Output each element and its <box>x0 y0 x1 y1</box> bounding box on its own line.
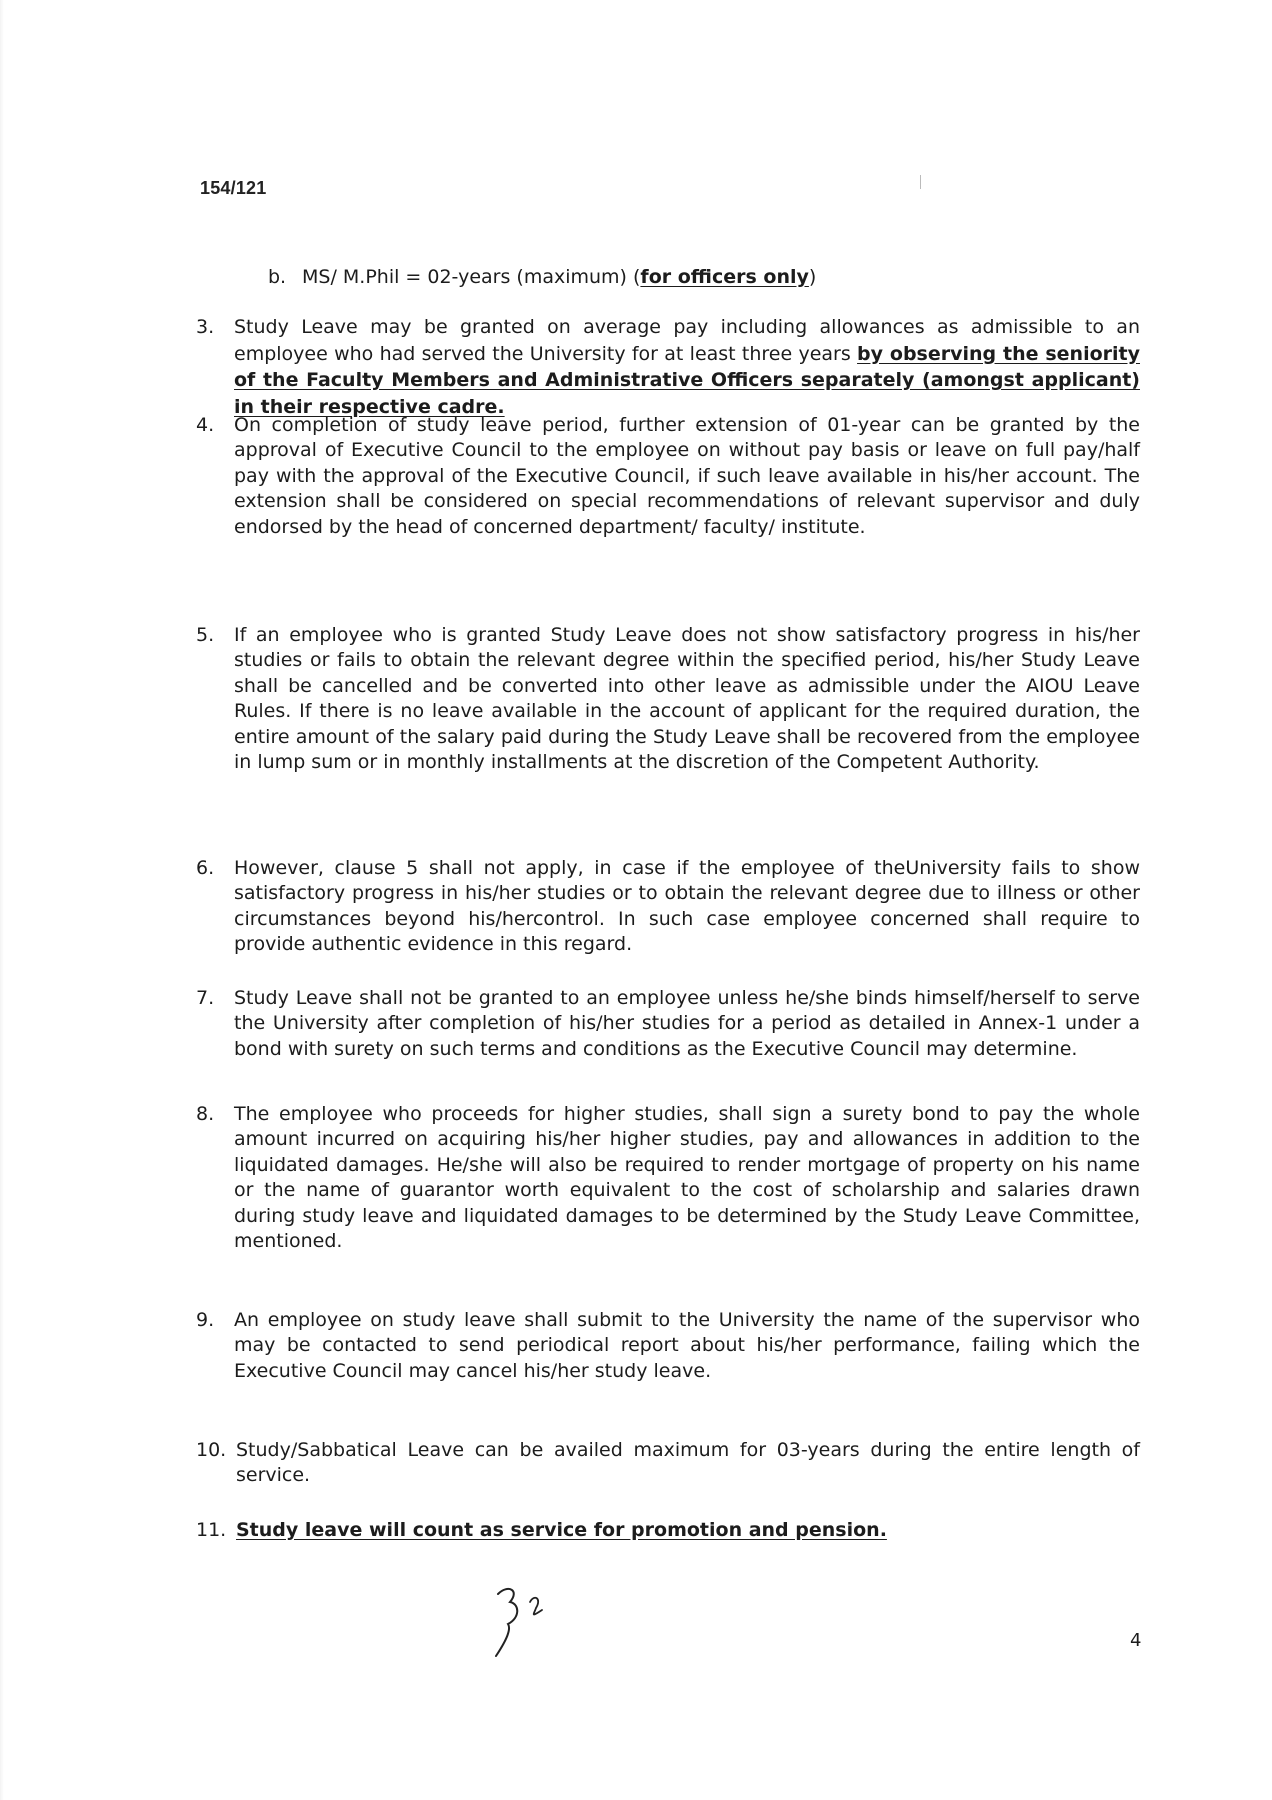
clause-text <box>234 314 1140 420</box>
clause-text: If an employee who is granted Study Leave does not show satisfactory progress in his/her studies or fails to obtain the relevant degree within the specified period, his/her Study Leave shall be cancelled and be converted into other leave as admissible under the AIOU Leave Rules. If there is no leave available in the account of applicant for the required duration, the entire amount of the salary paid during the Study Leave shall be recovered from the employee in lump sum or in monthly installments at the discretion of the Competent Authority. <box>234 624 1140 774</box>
clause-number: 4. <box>196 414 215 436</box>
clause-number: 10. <box>196 1439 227 1461</box>
scan-artifact <box>920 175 921 189</box>
clause-number: 7. <box>196 987 215 1009</box>
clause-text: An employee on study leave shall submit to the University the name of the supervisor who may be contacted to send periodical report about his/her performance, failing which the Executive Council may cancel his/her study leave. <box>234 1309 1140 1382</box>
handwritten-annotation-icon <box>490 1580 560 1660</box>
sub-item-b <box>268 264 816 290</box>
clause-body: Study Leave may be granted on average pay including allowances as admissible to an employee who had served the University for at least three years <box>234 316 1140 365</box>
clause-number: 6. <box>196 857 215 879</box>
clause-8 <box>196 1102 1140 1254</box>
clause-number: 5. <box>196 624 215 646</box>
clause-number: 3. <box>196 316 215 338</box>
page-edge <box>0 0 4 1800</box>
clause-9 <box>196 1308 1140 1384</box>
clause-text: Study Leave shall not be granted to an employee unless he/she binds himself/herself to serve the University after completion of his/her studies for a period as detailed in Annex-1 under a bond with surety on such terms and conditions as the Executive Council may determine. <box>234 987 1140 1060</box>
clause-11 <box>196 1518 1140 1543</box>
clause-3 <box>196 314 1140 420</box>
sub-item-text: MS/ M.Phil = 02-years (maximum) ( <box>302 266 641 288</box>
clause-number: 9. <box>196 1309 215 1331</box>
clause-10 <box>196 1438 1140 1489</box>
clause-5 <box>196 623 1140 775</box>
clause-6 <box>196 856 1140 958</box>
clause-text: The employee who proceeds for higher studies, shall sign a surety bond to pay the whole amount incurred on acquiring his/her higher studies, pay and allowances in addition to the liquidated damages. He/she will also be required to render mortgage of property on his name or the name of guarantor worth equivalent to the cost of scholarship and salaries drawn during study leave and liquidated damages to be determined by the Study Leave Committee, mentioned. <box>234 1103 1140 1253</box>
sub-item-label: b. <box>268 266 287 288</box>
clause-4 <box>196 413 1140 540</box>
sub-item-closing: ) <box>808 266 817 288</box>
clause-emphasis: Study leave will count as service for promotion and pension. <box>236 1519 887 1541</box>
reference-number: 154/121 <box>200 178 267 198</box>
clause-text: On completion of study leave period, further extension of 01-year can be granted by the approval of Executive Council to the employee on without pay basis or leave on full pay/half pay with the approval of the Executive Council, if such leave available in his/her account. The extension shall be considered on special recommendations of relevant supervisor and duly endorsed by the head of concerned department/ faculty/ institute. <box>234 414 1140 538</box>
clause-7 <box>196 986 1140 1062</box>
clause-text: Study/Sabbatical Leave can be availed maximum for 03-years during the entire length of service. <box>236 1439 1140 1487</box>
sub-item-emphasis: for officers only <box>640 266 809 288</box>
clause-number: 11. <box>196 1519 227 1541</box>
page-number: 4 <box>1130 1630 1142 1651</box>
clause-number: 8. <box>196 1103 215 1125</box>
clause-text: However, clause 5 shall not apply, in case if the employee of theUniversity fails to show satisfactory progress in his/her studies or to obtain the relevant degree due to illness or other circumstances beyond his/hercontrol. In such case employee concerned shall require to provide authentic evidence in this regard. <box>234 857 1140 956</box>
clause-text <box>236 1518 1140 1543</box>
clause-emphasis: by observing the seniority of the Faculty Members and Administrative Officers separately (amongst applicant) in their respective cadre. <box>234 342 1140 418</box>
